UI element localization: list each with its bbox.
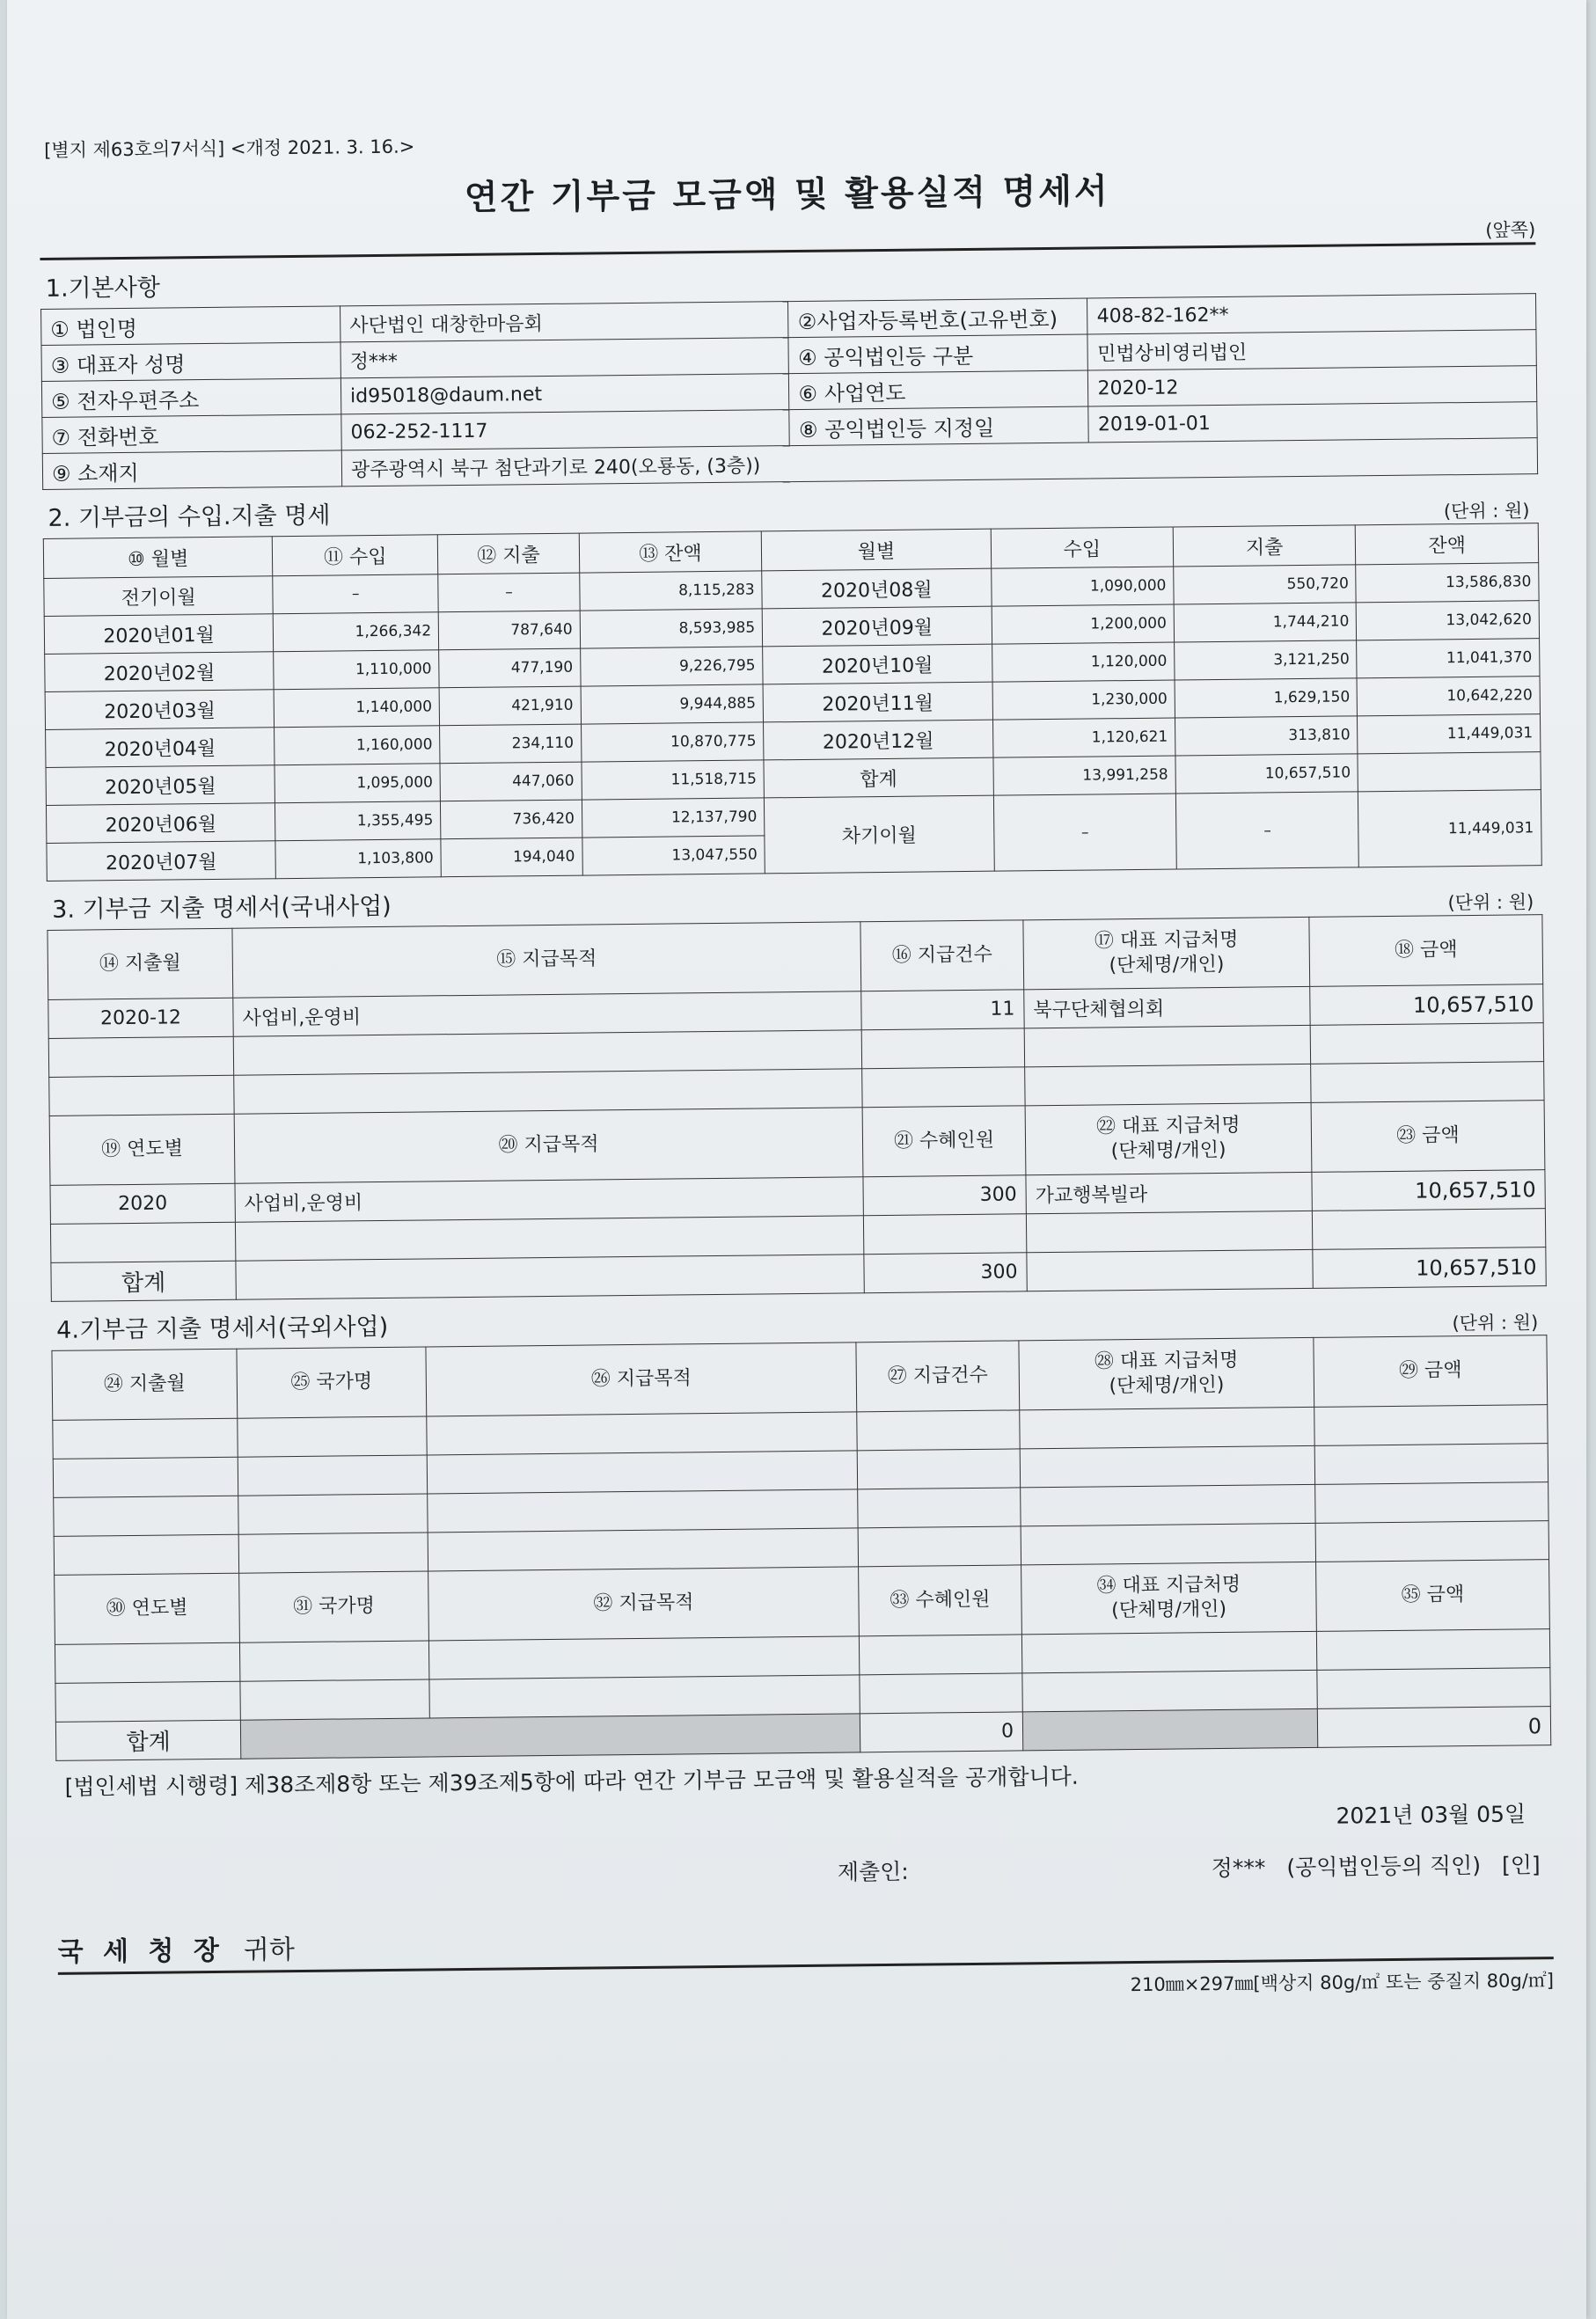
addressee-suffix: 귀하 bbox=[243, 1935, 296, 1966]
cell-total-label: 합계 bbox=[764, 757, 993, 798]
value-email: id95018@daum.net bbox=[340, 374, 789, 414]
cell: 12,137,790 bbox=[582, 798, 765, 838]
paper-sheet bbox=[7, 0, 1586, 2319]
cell: 1,120,000 bbox=[992, 642, 1175, 682]
col-header: 월별 bbox=[761, 529, 991, 571]
cell: 1,230,000 bbox=[992, 680, 1175, 720]
cell: 447,060 bbox=[440, 762, 582, 801]
cell: 사업비,운영비 bbox=[233, 991, 861, 1036]
cell: 10,870,775 bbox=[581, 722, 764, 762]
col-header: ㉔ 지출월 bbox=[52, 1349, 238, 1420]
cell: 2020년12월 bbox=[764, 720, 993, 760]
cell: 가교행복빌라 bbox=[1026, 1172, 1312, 1213]
col-header: ⑫ 지출 bbox=[437, 533, 579, 574]
section3-title: 3. 기부금 지출 명세서(국내사업) bbox=[52, 892, 392, 924]
cell: 2020년10월 bbox=[763, 644, 992, 684]
cell: – bbox=[438, 573, 580, 612]
cell-total-income: 13,991,258 bbox=[993, 756, 1176, 795]
col-header: 잔액 bbox=[1356, 523, 1539, 565]
basic-info-table bbox=[40, 293, 1538, 490]
cell: 2020년02월 bbox=[45, 652, 275, 692]
cell: 10,657,510 bbox=[1312, 1170, 1545, 1211]
col-header: ⑰ 대표 지급처명 (단체명/개인) bbox=[1023, 917, 1310, 989]
label-corp-type: ④ 공익법인등 구분 bbox=[788, 334, 1087, 374]
col-header: ㉕ 국가명 bbox=[237, 1347, 427, 1418]
label-biz-number: ②사업자등록번호(고유번호) bbox=[788, 298, 1087, 338]
value-rep-name: 정*** bbox=[340, 338, 789, 378]
col-header: ㉖ 지급목적 bbox=[426, 1342, 857, 1416]
cell-total-label: 합계 bbox=[55, 1720, 240, 1760]
cell: 1,200,000 bbox=[992, 604, 1175, 644]
col-header: 지출 bbox=[1173, 525, 1356, 567]
cell: 1,090,000 bbox=[991, 567, 1174, 606]
value-phone: 062-252-1117 bbox=[341, 410, 790, 450]
cell: 8,115,283 bbox=[579, 571, 762, 611]
col-header: ⑱ 금액 bbox=[1309, 915, 1543, 987]
cell: 1,266,342 bbox=[274, 612, 439, 652]
cell: 2020년07월 bbox=[47, 841, 276, 882]
cell: 787,640 bbox=[438, 611, 580, 650]
cell: 1,110,000 bbox=[274, 650, 439, 690]
col-header: ㉝ 수혜인원 bbox=[859, 1565, 1022, 1636]
cell: 2020년01월 bbox=[44, 614, 274, 655]
section1-title: 1.기본사항 bbox=[45, 274, 161, 303]
cell: 1,120,621 bbox=[992, 718, 1175, 757]
cell: – bbox=[273, 574, 438, 614]
cell-total-label: 합계 bbox=[51, 1261, 236, 1301]
cell: 1,355,495 bbox=[275, 801, 441, 841]
cell: 1,140,000 bbox=[274, 688, 439, 728]
label-address: ⑨ 소재지 bbox=[42, 450, 341, 490]
cell-total-count: 300 bbox=[864, 1253, 1027, 1293]
cell: 550,720 bbox=[1174, 565, 1357, 604]
col-header: ㉜ 지급목적 bbox=[428, 1567, 860, 1641]
col-header: ⑯ 지급건수 bbox=[860, 920, 1024, 991]
section4-title: 4.기부금 지출 명세서(국외사업) bbox=[56, 1313, 389, 1344]
side-label: (앞쪽) bbox=[1485, 219, 1536, 241]
submitter-role: (공익법인등의 직인) bbox=[1286, 1852, 1482, 1881]
cell-carry-balance: 11,449,031 bbox=[1358, 790, 1541, 867]
label-designation-date: ⑧ 공익법인등 지정일 bbox=[789, 406, 1088, 446]
cell-total-expense: 10,657,510 bbox=[1175, 754, 1358, 794]
section2-title: 2. 기부금의 수입.지출 명세 bbox=[48, 501, 331, 532]
cell-total-amount: 0 bbox=[1317, 1707, 1550, 1748]
col-header: ⑳ 지급목적 bbox=[234, 1108, 863, 1183]
cell: 2020년05월 bbox=[46, 765, 275, 806]
cell: 11,041,370 bbox=[1357, 639, 1540, 678]
seal-mark: [인] bbox=[1501, 1852, 1541, 1878]
cell: 9,226,795 bbox=[580, 647, 763, 686]
cell-carry-expense: – bbox=[1175, 792, 1358, 869]
col-header: ㉞ 대표 지급처명 (단체명/개인) bbox=[1021, 1562, 1317, 1635]
col-header: ㉒ 대표 지급처명 (단체명/개인) bbox=[1025, 1102, 1312, 1174]
cell: 11 bbox=[861, 990, 1024, 1030]
submitter-label: 제출인: bbox=[837, 1858, 909, 1885]
col-header: ㉓ 금액 bbox=[1311, 1101, 1545, 1173]
label-email: ⑤ 전자우편주소 bbox=[41, 378, 340, 418]
legal-note: [법인세법 시행령] 제38조제8항 또는 제39조제5항에 따라 연간 기부금 모금액 및 활용실적을 공개합니다. bbox=[64, 1763, 1079, 1800]
cell: 421,910 bbox=[439, 686, 581, 726]
col-header: ⑬ 잔액 bbox=[579, 531, 762, 573]
submitter-line bbox=[57, 1847, 1553, 1895]
cell: 10,657,510 bbox=[1310, 984, 1543, 1026]
value-fiscal-year: 2020-12 bbox=[1088, 366, 1537, 406]
cell: 2020년03월 bbox=[45, 690, 275, 730]
cell: 313,810 bbox=[1175, 716, 1358, 756]
label-rep-name: ③ 대표자 성명 bbox=[41, 342, 340, 382]
value-biz-number: 408-82-162** bbox=[1087, 294, 1536, 334]
cell: 1,095,000 bbox=[275, 764, 440, 803]
col-header: ㉘ 대표 지급처명 (단체명/개인) bbox=[1019, 1337, 1314, 1410]
col-header: ⑭ 지출월 bbox=[48, 928, 233, 999]
cell: 11,449,031 bbox=[1358, 714, 1541, 754]
cell-total-amount: 10,657,510 bbox=[1313, 1247, 1546, 1289]
col-header: ㉟ 금액 bbox=[1316, 1560, 1550, 1632]
page-title: 연간 기부금 모금액 및 활용실적 명세서 bbox=[464, 172, 1110, 218]
form-sheet bbox=[39, 121, 1554, 2008]
cell: 13,047,550 bbox=[582, 836, 765, 875]
cell: 736,420 bbox=[441, 800, 582, 839]
cell-carry-income: – bbox=[993, 794, 1176, 871]
cell: 9,944,885 bbox=[581, 684, 764, 724]
col-header: ⑮ 지급목적 bbox=[232, 922, 861, 998]
cell: 300 bbox=[863, 1175, 1026, 1216]
value-address: 광주광역시 북구 첨단과기로 240(오룡동, (3층)) bbox=[341, 438, 1537, 486]
col-header: ⑲ 연도별 bbox=[49, 1114, 235, 1185]
paper-size-note: 210㎜×297㎜[백상지 80g/㎡ 또는 중질지 80g/㎡] bbox=[1130, 1970, 1555, 1996]
col-header: ㉙ 금액 bbox=[1314, 1335, 1548, 1408]
cell-total-count: 0 bbox=[860, 1712, 1022, 1752]
cell: 3,121,250 bbox=[1175, 640, 1358, 680]
cell: 사업비,운영비 bbox=[235, 1177, 863, 1222]
value-designation-date: 2019-01-01 bbox=[1088, 402, 1537, 443]
cell: 북구단체협의회 bbox=[1024, 986, 1310, 1028]
label-corp-name: ① 법인명 bbox=[41, 306, 340, 346]
submit-date: 2021년 03월 05일 bbox=[1336, 1801, 1526, 1829]
cell: 11,518,715 bbox=[582, 760, 765, 800]
label-phone: ⑦ 전화번호 bbox=[42, 414, 341, 454]
cell: 1,160,000 bbox=[275, 726, 440, 765]
value-corp-name: 사단법인 대창한마음회 bbox=[340, 302, 789, 342]
cell: 477,190 bbox=[439, 648, 581, 688]
cell bbox=[1358, 752, 1541, 792]
col-header: ㉚ 연도별 bbox=[55, 1573, 240, 1644]
cell: 전기이월 bbox=[44, 576, 274, 617]
cell: 2020년04월 bbox=[46, 728, 275, 768]
cell: 1,744,210 bbox=[1174, 603, 1357, 642]
unit-label: (단위 : 원) bbox=[1447, 891, 1534, 914]
cell: 194,040 bbox=[441, 838, 582, 877]
cell: 1,103,800 bbox=[275, 839, 441, 879]
foreign-expense-table bbox=[51, 1335, 1551, 1761]
cell: 2020 bbox=[50, 1183, 235, 1224]
cell: 2020년11월 bbox=[763, 682, 992, 722]
cell: 2020년06월 bbox=[46, 803, 275, 844]
label-fiscal-year: ⑥ 사업연도 bbox=[789, 370, 1088, 410]
col-header: 수입 bbox=[991, 527, 1174, 568]
col-header: ㉑ 수혜인원 bbox=[862, 1106, 1026, 1177]
cell: 2020년08월 bbox=[762, 568, 992, 609]
cell: 2020-12 bbox=[48, 998, 233, 1038]
value-corp-type: 민법상비영리법인 bbox=[1087, 330, 1536, 370]
cell: 8,593,985 bbox=[580, 609, 763, 648]
col-header: ㉛ 국가명 bbox=[239, 1571, 429, 1642]
cell-carry-label: 차기이월 bbox=[765, 795, 994, 874]
cell: 1,629,150 bbox=[1175, 678, 1358, 718]
col-header: ㉗ 지급건수 bbox=[856, 1341, 1020, 1412]
unit-label: (단위 : 원) bbox=[1443, 500, 1530, 523]
unit-label: (단위 : 원) bbox=[1452, 1312, 1539, 1335]
cell: 13,042,620 bbox=[1357, 601, 1540, 640]
cell: 10,642,220 bbox=[1358, 677, 1541, 716]
form-id: [별지 제63호의7서식] <개정 2021. 3. 16.> bbox=[44, 135, 415, 161]
submitter-name: 정*** bbox=[1211, 1854, 1266, 1882]
income-expense-table bbox=[43, 523, 1542, 882]
cell: 2020년09월 bbox=[762, 606, 992, 647]
cell: 13,586,830 bbox=[1356, 563, 1539, 603]
col-header: ⑪ 수입 bbox=[273, 535, 438, 576]
col-header: ⑩ 월별 bbox=[43, 537, 273, 579]
cell: 234,110 bbox=[440, 724, 582, 764]
domestic-expense-table bbox=[47, 914, 1546, 1302]
addressee: 국 세 청 장 bbox=[57, 1935, 225, 1968]
addressee-line bbox=[57, 1914, 1553, 1975]
